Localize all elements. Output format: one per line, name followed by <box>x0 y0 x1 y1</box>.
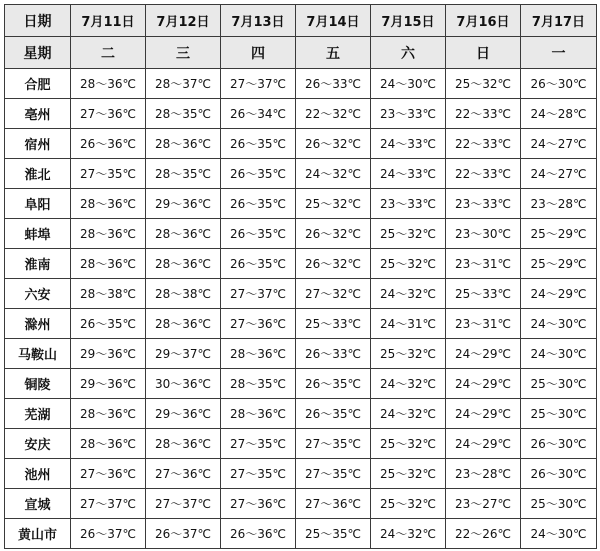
temperature-cell: 24～29℃ <box>446 399 521 429</box>
temperature-cell: 27～35℃ <box>221 459 296 489</box>
temperature-cell: 24～33℃ <box>371 129 446 159</box>
city-name-cell: 安庆 <box>5 429 71 459</box>
temperature-cell: 23～27℃ <box>446 489 521 519</box>
weekday-header: 三 <box>146 37 221 69</box>
temperature-cell: 23～28℃ <box>521 189 597 219</box>
city-name-cell: 宿州 <box>5 129 71 159</box>
temperature-cell: 28～35℃ <box>221 369 296 399</box>
temperature-cell: 26～35℃ <box>221 219 296 249</box>
temperature-cell: 26～36℃ <box>221 519 296 549</box>
city-name-cell: 铜陵 <box>5 369 71 399</box>
temperature-cell: 24～33℃ <box>371 159 446 189</box>
temperature-cell: 29～36℃ <box>71 339 146 369</box>
temperature-cell: 27～37℃ <box>221 279 296 309</box>
temperature-cell: 27～37℃ <box>71 489 146 519</box>
temperature-cell: 28～36℃ <box>71 219 146 249</box>
temperature-cell: 23～28℃ <box>446 459 521 489</box>
temperature-cell: 28～36℃ <box>146 219 221 249</box>
temperature-cell: 29～36℃ <box>71 369 146 399</box>
table-row <box>5 99 597 129</box>
date-header: 7月15日 <box>371 5 446 37</box>
temperature-cell: 26～34℃ <box>221 99 296 129</box>
temperature-cell: 24～27℃ <box>521 159 597 189</box>
date-header: 7月16日 <box>446 5 521 37</box>
city-name-cell: 马鞍山 <box>5 339 71 369</box>
weekday-header: 五 <box>296 37 371 69</box>
temperature-cell: 28～37℃ <box>146 69 221 99</box>
temperature-cell: 26～36℃ <box>71 129 146 159</box>
table-row <box>5 69 597 99</box>
temperature-cell: 24～32℃ <box>371 369 446 399</box>
temperature-cell: 27～36℃ <box>221 489 296 519</box>
date-header-row <box>5 5 597 37</box>
weekday-header: 六 <box>371 37 446 69</box>
weekday-header-row <box>5 37 597 69</box>
city-name-cell: 淮北 <box>5 159 71 189</box>
temperature-cell: 27～35℃ <box>296 429 371 459</box>
temperature-cell: 27～32℃ <box>296 279 371 309</box>
temperature-cell: 24～32℃ <box>371 279 446 309</box>
temperature-cell: 22～33℃ <box>446 99 521 129</box>
table-row <box>5 459 597 489</box>
temperature-cell: 26～35℃ <box>221 189 296 219</box>
temperature-cell: 24～32℃ <box>296 159 371 189</box>
temperature-cell: 24～27℃ <box>521 129 597 159</box>
temperature-cell: 25～30℃ <box>521 489 597 519</box>
temperature-cell: 27～36℃ <box>71 459 146 489</box>
temperature-cell: 24～30℃ <box>371 69 446 99</box>
city-name-cell: 合肥 <box>5 69 71 99</box>
temperature-cell: 22～26℃ <box>446 519 521 549</box>
table-row <box>5 489 597 519</box>
temperature-cell: 26～35℃ <box>221 249 296 279</box>
temperature-cell: 24～29℃ <box>446 369 521 399</box>
temperature-cell: 28～35℃ <box>146 99 221 129</box>
temperature-cell: 26～35℃ <box>296 399 371 429</box>
temperature-cell: 22～33℃ <box>446 129 521 159</box>
date-header: 7月13日 <box>221 5 296 37</box>
temperature-cell: 29～37℃ <box>146 339 221 369</box>
weekday-header: 四 <box>221 37 296 69</box>
temperature-cell: 25～32℃ <box>371 219 446 249</box>
city-name-cell: 黄山市 <box>5 519 71 549</box>
weekday-header: 一 <box>521 37 597 69</box>
city-name-cell: 滁州 <box>5 309 71 339</box>
temperature-cell: 26～30℃ <box>521 429 597 459</box>
temperature-cell: 25～32℃ <box>371 489 446 519</box>
temperature-cell: 25～32℃ <box>296 189 371 219</box>
forecast-table-container <box>4 4 596 547</box>
table-row <box>5 339 597 369</box>
temperature-cell: 27～36℃ <box>146 459 221 489</box>
temperature-cell: 27～37℃ <box>221 69 296 99</box>
temperature-cell: 23～31℃ <box>446 309 521 339</box>
temperature-cell: 24～29℃ <box>521 279 597 309</box>
temperature-cell: 24～30℃ <box>521 339 597 369</box>
city-name-cell: 六安 <box>5 279 71 309</box>
date-header: 7月12日 <box>146 5 221 37</box>
table-row <box>5 159 597 189</box>
temperature-cell: 25～32℃ <box>371 339 446 369</box>
temperature-cell: 25～32℃ <box>371 459 446 489</box>
temperature-cell: 27～36℃ <box>221 309 296 339</box>
city-name-cell: 亳州 <box>5 99 71 129</box>
temperature-cell: 28～36℃ <box>71 399 146 429</box>
temperature-cell: 23～31℃ <box>446 249 521 279</box>
temperature-cell: 24～31℃ <box>371 309 446 339</box>
temperature-cell: 28～38℃ <box>71 279 146 309</box>
city-name-cell: 阜阳 <box>5 189 71 219</box>
temperature-cell: 23～33℃ <box>446 189 521 219</box>
temperature-cell: 26～32℃ <box>296 219 371 249</box>
table-row <box>5 279 597 309</box>
temperature-cell: 25～30℃ <box>521 399 597 429</box>
temperature-cell: 23～30℃ <box>446 219 521 249</box>
temperature-cell: 29～36℃ <box>146 189 221 219</box>
temperature-cell: 26～30℃ <box>521 459 597 489</box>
temperature-cell: 28～38℃ <box>146 279 221 309</box>
temperature-cell: 28～36℃ <box>71 69 146 99</box>
table-row <box>5 249 597 279</box>
temperature-cell: 28～36℃ <box>146 309 221 339</box>
temperature-cell: 24～29℃ <box>446 429 521 459</box>
temperature-cell: 30～36℃ <box>146 369 221 399</box>
temperature-cell: 25～35℃ <box>296 519 371 549</box>
temperature-cell: 24～28℃ <box>521 99 597 129</box>
temperature-cell: 24～29℃ <box>446 339 521 369</box>
temperature-cell: 27～37℃ <box>146 489 221 519</box>
temperature-cell: 26～33℃ <box>296 339 371 369</box>
temperature-cell: 25～29℃ <box>521 219 597 249</box>
temperature-cell: 26～35℃ <box>296 369 371 399</box>
temperature-cell: 24～32℃ <box>371 399 446 429</box>
date-header: 7月11日 <box>71 5 146 37</box>
temperature-cell: 25～32℃ <box>371 429 446 459</box>
temperature-cell: 26～30℃ <box>521 69 597 99</box>
temperature-cell: 24～30℃ <box>521 309 597 339</box>
temperature-cell: 27～36℃ <box>71 99 146 129</box>
temperature-cell: 26～37℃ <box>146 519 221 549</box>
temperature-cell: 26～32℃ <box>296 249 371 279</box>
table-row <box>5 369 597 399</box>
table-row <box>5 519 597 549</box>
temperature-cell: 26～33℃ <box>296 69 371 99</box>
date-header: 7月17日 <box>521 5 597 37</box>
table-row <box>5 399 597 429</box>
temperature-cell: 23～33℃ <box>371 189 446 219</box>
table-row <box>5 219 597 249</box>
temperature-cell: 28～36℃ <box>146 429 221 459</box>
temperature-cell: 24～32℃ <box>371 519 446 549</box>
temperature-cell: 28～35℃ <box>146 159 221 189</box>
weather-forecast-table <box>4 4 597 549</box>
temperature-cell: 26～37℃ <box>71 519 146 549</box>
temperature-cell: 28～36℃ <box>221 339 296 369</box>
temperature-cell: 29～36℃ <box>146 399 221 429</box>
temperature-cell: 28～36℃ <box>146 129 221 159</box>
temperature-cell: 26～32℃ <box>296 129 371 159</box>
temperature-cell: 27～35℃ <box>221 429 296 459</box>
temperature-cell: 28～36℃ <box>71 189 146 219</box>
temperature-cell: 28～36℃ <box>71 429 146 459</box>
date-header: 7月14日 <box>296 5 371 37</box>
temperature-cell: 26～35℃ <box>221 129 296 159</box>
temperature-cell: 27～35℃ <box>71 159 146 189</box>
temperature-cell: 24～30℃ <box>521 519 597 549</box>
temperature-cell: 25～32℃ <box>446 69 521 99</box>
temperature-cell: 23～33℃ <box>371 99 446 129</box>
corner-week-label: 星期 <box>5 37 71 69</box>
temperature-cell: 25～33℃ <box>296 309 371 339</box>
table-row <box>5 189 597 219</box>
city-name-cell: 芜湖 <box>5 399 71 429</box>
temperature-cell: 28～36℃ <box>146 249 221 279</box>
city-name-cell: 宣城 <box>5 489 71 519</box>
temperature-cell: 27～35℃ <box>296 459 371 489</box>
temperature-cell: 27～36℃ <box>296 489 371 519</box>
temperature-cell: 26～35℃ <box>71 309 146 339</box>
temperature-cell: 25～30℃ <box>521 369 597 399</box>
temperature-cell: 28～36℃ <box>71 249 146 279</box>
temperature-cell: 25～32℃ <box>371 249 446 279</box>
temperature-cell: 26～35℃ <box>221 159 296 189</box>
city-name-cell: 池州 <box>5 459 71 489</box>
table-row <box>5 429 597 459</box>
forecast-rows <box>5 69 597 549</box>
temperature-cell: 28～36℃ <box>221 399 296 429</box>
city-name-cell: 淮南 <box>5 249 71 279</box>
corner-date-label: 日期 <box>5 5 71 37</box>
temperature-cell: 25～29℃ <box>521 249 597 279</box>
temperature-cell: 22～32℃ <box>296 99 371 129</box>
table-row <box>5 129 597 159</box>
weekday-header: 二 <box>71 37 146 69</box>
temperature-cell: 25～33℃ <box>446 279 521 309</box>
city-name-cell: 蚌埠 <box>5 219 71 249</box>
temperature-cell: 22～33℃ <box>446 159 521 189</box>
table-row <box>5 309 597 339</box>
weekday-header: 日 <box>446 37 521 69</box>
